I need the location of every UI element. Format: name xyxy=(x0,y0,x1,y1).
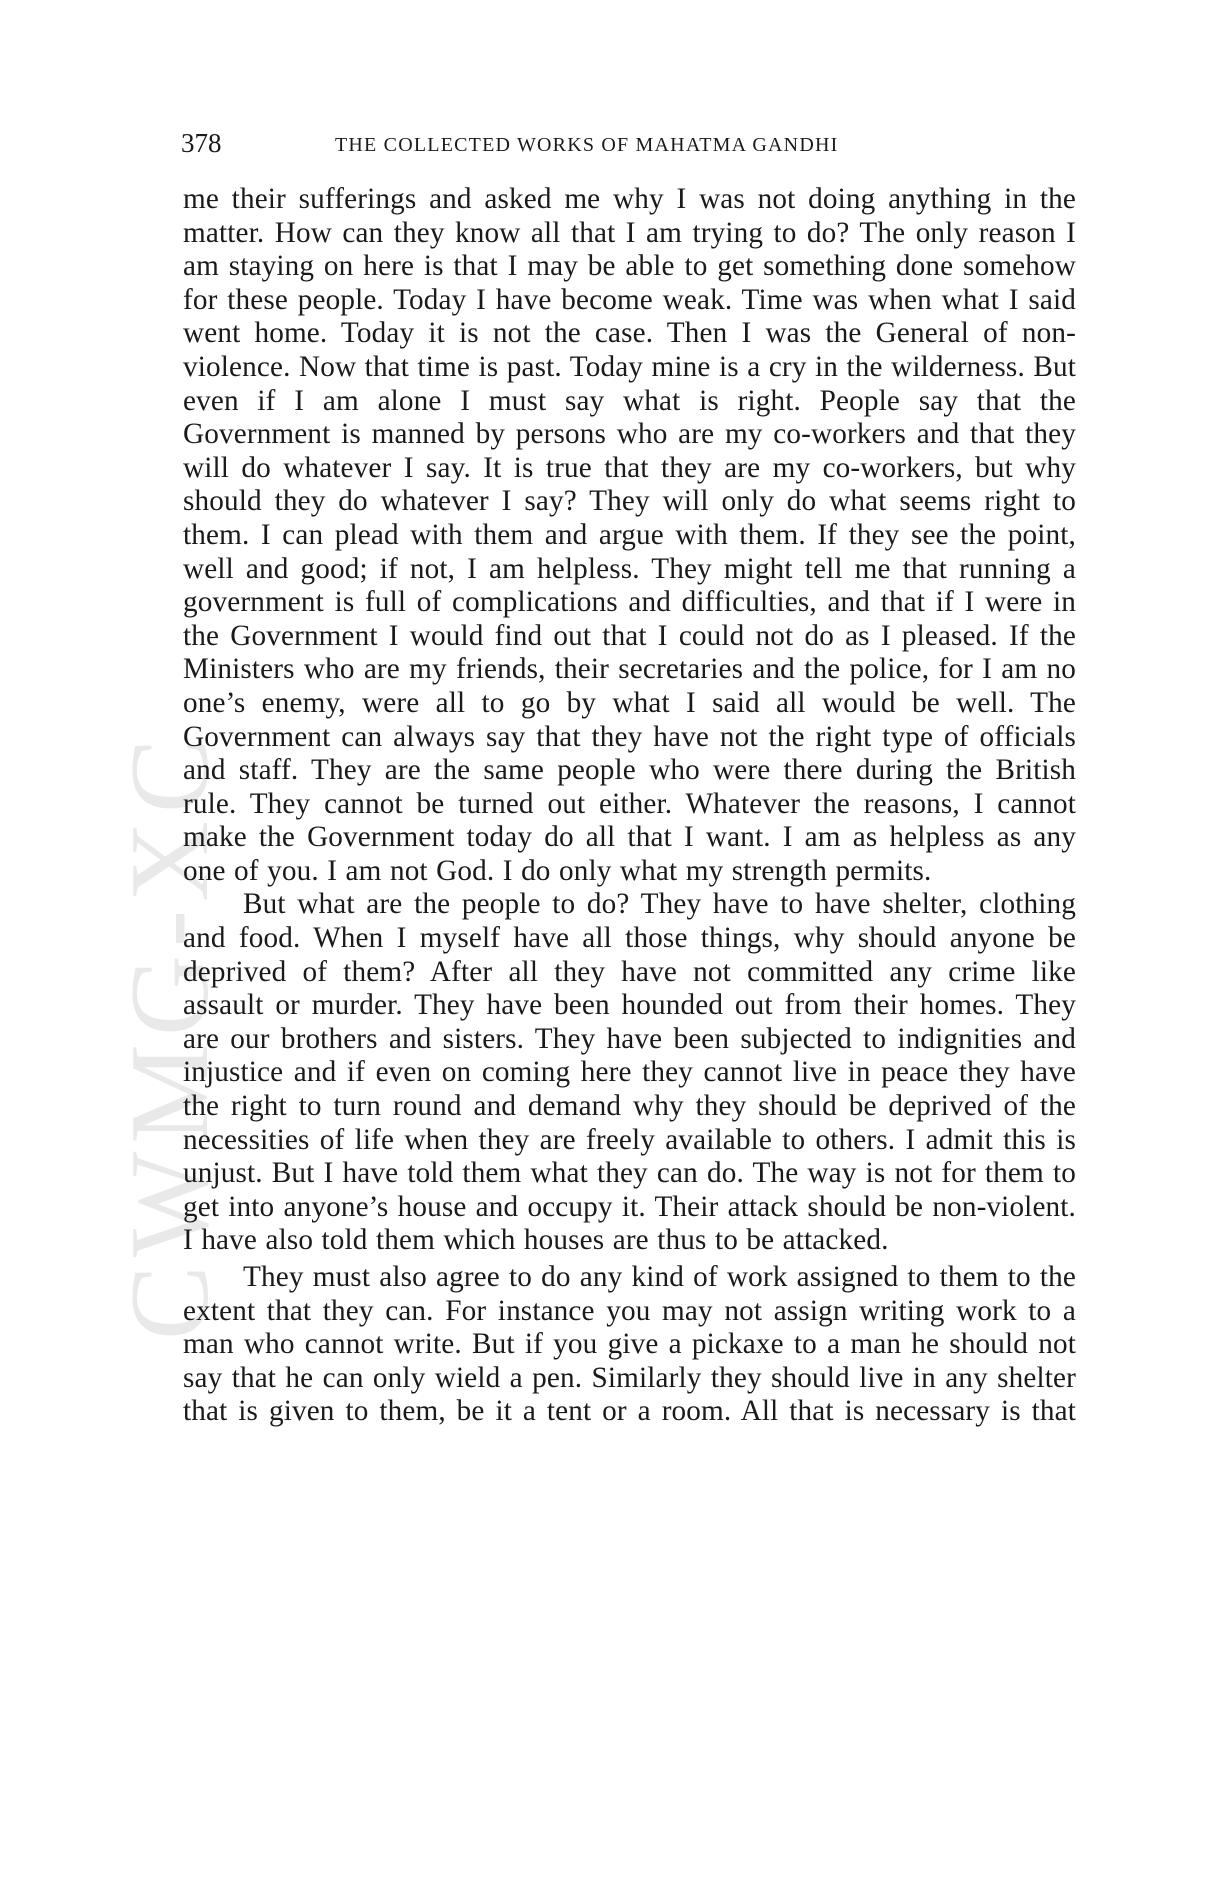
watermark-text: CWMG-XC xyxy=(108,730,232,1340)
running-head: THE COLLECTED WORKS OF MAHATMA GANDHI xyxy=(335,134,839,156)
paragraph-3: They must also agree to do any kind of work assigned to them to the extent that they can. For instance you may not assign writing work to a man who cannot write. But if you give a pickaxe to a man he should not say that he can only wield a pen. Similarly they should live in any shelter that is given to them, be it a tent or a room. All that is necessary is that xyxy=(183,1261,1076,1428)
page-header xyxy=(181,128,1081,168)
body-text xyxy=(183,183,1076,1429)
paragraph-1: me their sufferings and asked me why I was not doing anything in the matter. How can they know all that I am trying to do? The only reason I am staying on here is that I may be able to get something done somehow for these people. Today I have become weak. Time was when what I said went home. Today it is not the case. Then I was the General of non-violence. Now that time is past. Today mine is a cry in the wilderness. But even if I am alone I must say what is right. People say that the Government is manned by persons who are my co-workers and that they will do whatever I say. It is true that they are my co-workers, but why should they do whatever I say? They will only do what seems right to them. I can plead with them and argue with them. If they see the point, well and good; if not, I am helpless. They might tell me that running a government is full of complications and difficulties, and that if I were in the Government I would find out that I could not do as I pleased. If the Ministers who are my friends, their secretaries and the police, for I am no one’s enemy, were all to go by what I said all would be well. The Government can always say that they have not the right type of officials and staff. They are the same people who were there during the British rule. They cannot be turned out either. Whatever the reasons, I cannot make the Government today do all that I want. I am as helpless as any one of you. I am not God. I do only what my strength permits. xyxy=(183,183,1076,887)
page-number: 378 xyxy=(181,128,222,158)
paragraph-2: But what are the people to do? They have to have shelter, clothing and food. When I myself have all those things, why should anyone be deprived of them? After all they have not committed any crime like assault or murder. They have been hounded out from their homes. They are our brothers and sisters. They have been subjected to indignities and injustice and if even on coming here they cannot live in peace they have the right to turn round and demand why they should be deprived of the necessities of life when they are freely available to others. I admit this is unjust. But I have told them what they can do. The way is not for them to get into anyone’s house and occupy it. Their attack should be non-violent. I have also told them which houses are thus to be attacked. xyxy=(183,888,1076,1257)
